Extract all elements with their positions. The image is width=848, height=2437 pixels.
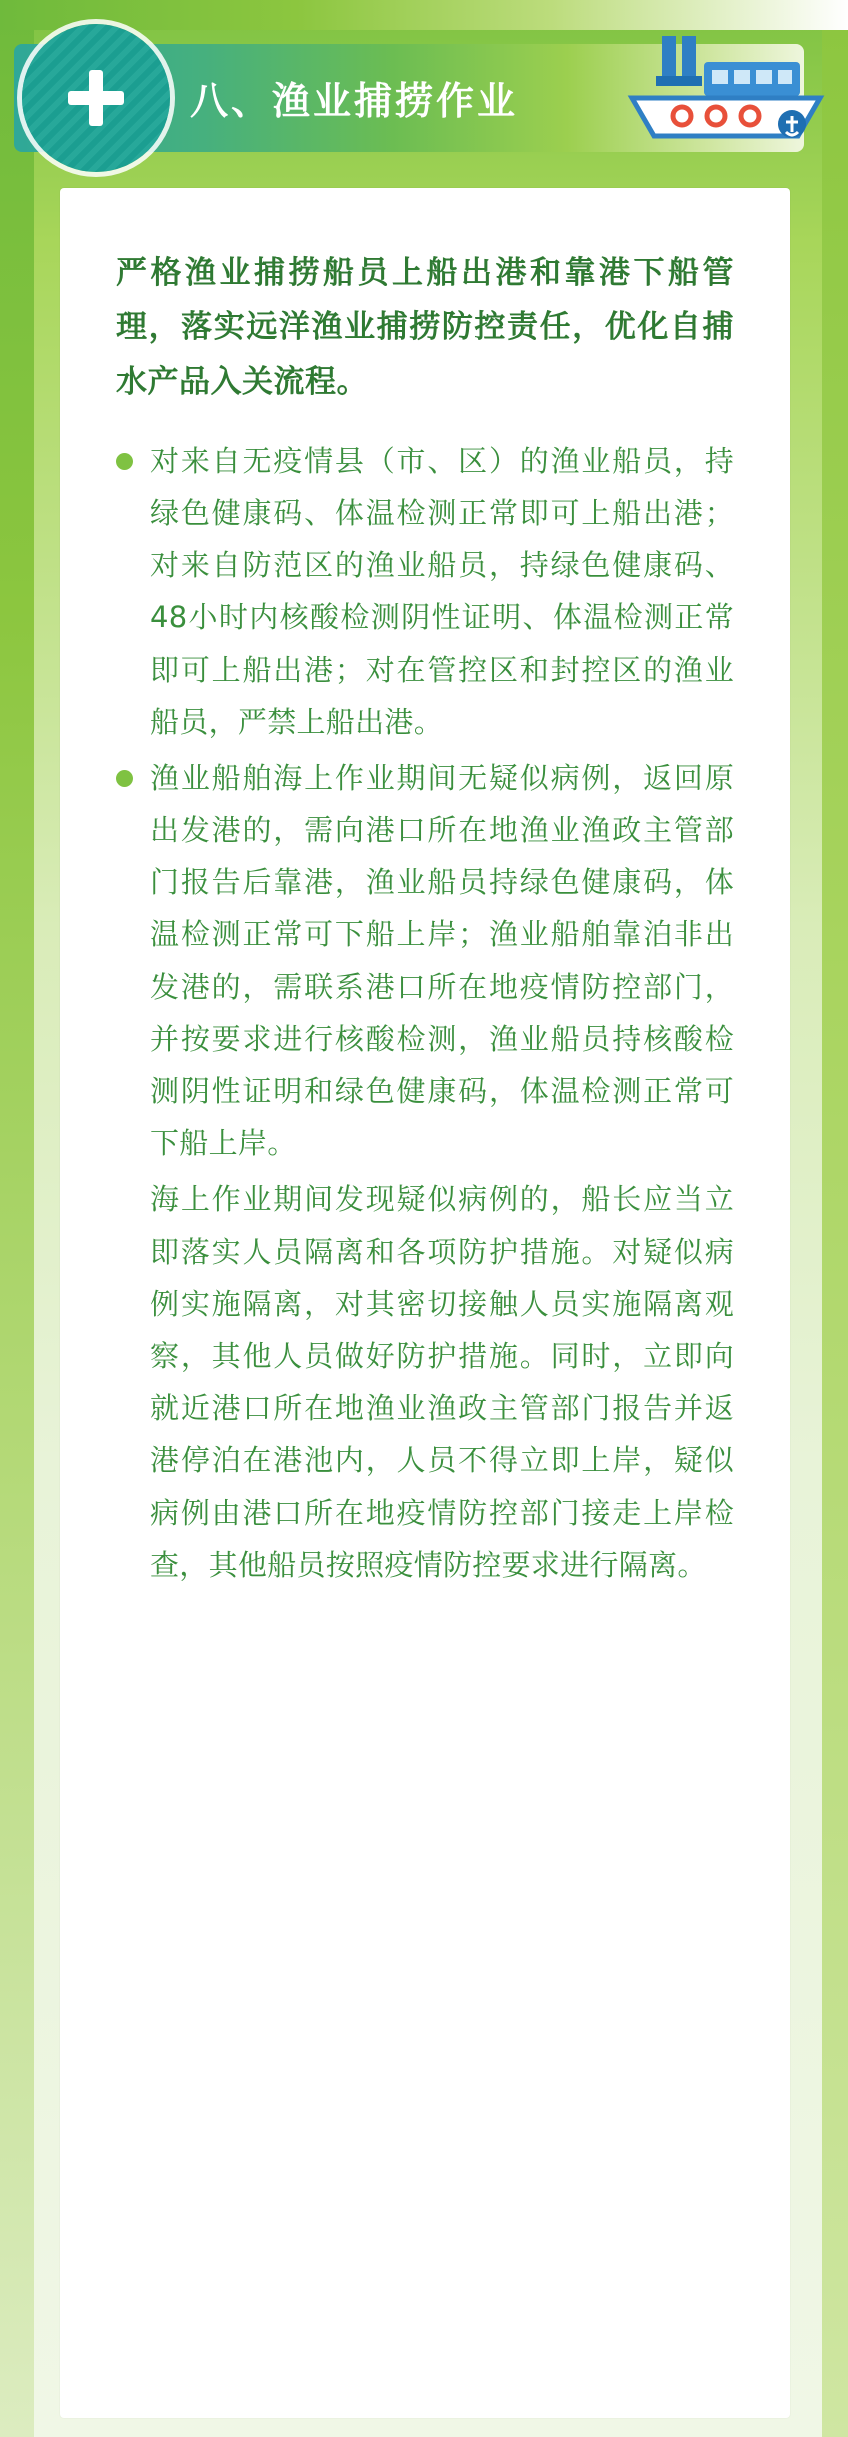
continuation-paragraph: 海上作业期间发现疑似病例的，船长应当立即落实人员隔离和各项防护措施。对疑似病例实施隔离，对其密切接触人员实施隔离观察，其他人员做好防护措施。同时，立即向就近港口所在地渔业渔政主管部门报告并返港停泊在港池内，人员不得立即上岸，疑似病例由港口所在地疫情防控部门接走上岸检查，其他船员按照疫情防控要求进行隔离。: [150, 1182, 734, 1582]
bullet-list: [60, 409, 790, 1635]
bullet-dot-icon: [116, 453, 133, 470]
lead-paragraph: 严格渔业捕捞船员上船出港和靠港下船管理，落实远洋渔业捕捞防控责任，优化自捕水产品入关流程。: [116, 255, 734, 400]
left-decorative-stripe: [0, 0, 34, 2437]
content-card: [60, 188, 790, 2418]
list-item-text: 对来自无疫情县（市、区）的渔业船员，持绿色健康码、体温检测正常即可上船出港；对来自防范区的渔业船员，持绿色健康码、48小时内核酸检测阴性证明、体温检测正常即可上船出港；对在管控区和封控区的渔业船员，严禁上船出港。: [150, 443, 734, 739]
fishing-boat-icon: [576, 28, 826, 168]
medical-cross-icon: [68, 70, 124, 126]
bullet-dot-icon: [116, 770, 133, 787]
list-item: [116, 435, 734, 748]
list-item-text: 渔业船舶海上作业期间无疑似病例，返回原出发港的，需向港口所在地渔业渔政主管部门报告后靠港，渔业船员持绿色健康码，体温检测正常可下船上岸；渔业船舶靠泊非出发港的，需联系港口所在地疫情防控部门，并按要求进行核酸检测，渔业船员持核酸检测阴性证明和绿色健康码，体温检测正常可下船上岸。: [150, 760, 734, 1161]
right-decorative-stripe: [822, 0, 848, 2437]
poster-header: [14, 18, 834, 173]
page-title: 八、渔业捕捞作业: [190, 79, 519, 123]
list-item: [116, 752, 734, 1170]
